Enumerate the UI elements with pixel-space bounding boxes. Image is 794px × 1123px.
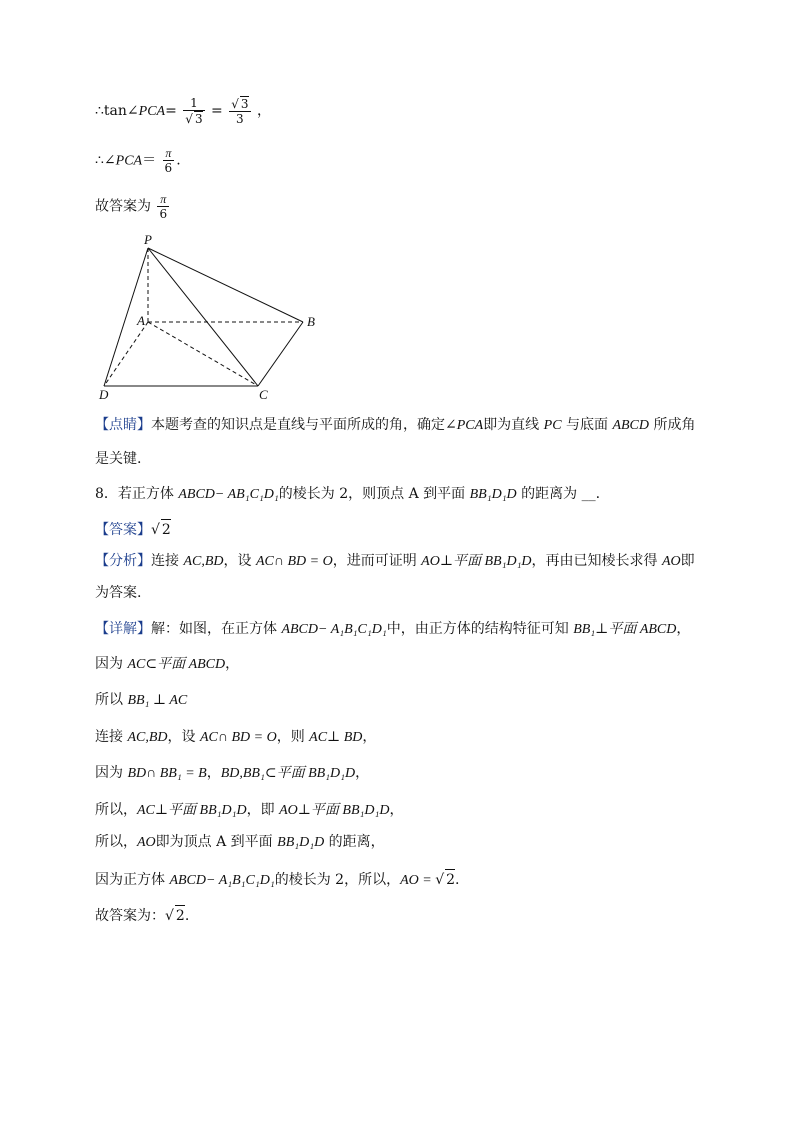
detail-math: AO (137, 835, 156, 850)
edge-PC (148, 248, 258, 386)
detail-text: ， (362, 729, 377, 745)
angle-equals: ＝ (142, 152, 157, 169)
comment-text: 即为直线 (483, 417, 544, 433)
answer-value: 2 (161, 519, 171, 540)
detail-text: 中，由正方体的结构特征可知 (386, 621, 574, 637)
edge-AD (104, 322, 148, 386)
detail-text: ，即 (246, 802, 280, 818)
detail-line-4 (95, 727, 376, 748)
detail-text: 故答案为： (95, 908, 165, 924)
question-text: 的棱长为 2，则顶点 A 到平面 (278, 486, 470, 502)
sqrt-radicand: 2 (175, 905, 185, 926)
question-number: 8．若正方体 (95, 486, 179, 502)
frac-numerator: π (163, 146, 175, 161)
comment-text: 是关键. (95, 451, 142, 467)
detail-text: 即为顶点 A 到平面 (155, 834, 278, 850)
detail-text: 因为 (95, 656, 128, 672)
angle-prefix: ∴∠ (95, 152, 116, 169)
detail-math: BB₁ ⊥ AC (127, 693, 188, 708)
detail-math: ABCD− A₁B₁C₁D₁ (281, 622, 387, 637)
detail-math: ABCD− A₁B₁C₁D₁ (169, 873, 275, 888)
detail-text: ， (355, 765, 370, 781)
tan-line (95, 96, 271, 126)
sqrt-radicand: 2 (445, 869, 455, 890)
frac-denominator: 6 (159, 207, 168, 221)
analysis-tag: 【分析】 (95, 553, 151, 569)
answer-8: 【答案】√ 2 (95, 519, 171, 540)
detail-text: ，则 (276, 729, 310, 745)
plane-name: BB₁D₁D (469, 487, 517, 502)
angle-line (95, 146, 181, 175)
tan-prefix: ∴tan∠ (95, 103, 139, 119)
analysis-math: AC∩ BD = O (255, 554, 333, 569)
detail-math: BB₁D₁D (277, 835, 325, 850)
detail-text: 所以 (95, 692, 128, 708)
analysis-text: ，设 (223, 553, 256, 569)
analysis-text: ，再由已知棱长求得 (531, 553, 662, 569)
detail-text: ， (389, 802, 404, 818)
fraction-1-over-sqrt3 (183, 96, 204, 126)
detail-text: ， (206, 765, 221, 781)
detail-line-9: 故答案为：√ 2. (95, 905, 189, 926)
frac-denominator: 6 (164, 161, 173, 175)
detail-text: . (455, 872, 460, 888)
answer-fraction (157, 192, 169, 221)
label-P: P (144, 232, 152, 247)
detail-text: ， (676, 621, 691, 637)
detail-math: AO⊥平面 BB₁D₁D (279, 803, 390, 818)
label-D: D (99, 387, 109, 402)
frac-numerator: 1 (183, 96, 204, 111)
comment-text: 所成角 (649, 417, 696, 433)
sqrt-radicand: 3 (240, 97, 249, 111)
detail-text: . (184, 908, 190, 924)
answer-line-7 (95, 192, 171, 221)
detail-line-6 (95, 800, 403, 821)
analysis-line-1 (95, 551, 695, 572)
detail-line-7 (95, 832, 385, 853)
analysis-math: AC,BD (183, 554, 224, 569)
edge-BC (258, 322, 303, 386)
comment-text: 本题考查的知识点是直线与平面所成的角，确定∠ (151, 417, 457, 433)
period: . (176, 152, 181, 169)
analysis-math: AO (662, 554, 681, 569)
detail-text: 所以， (95, 802, 137, 818)
analysis-math: AO⊥平面 BB₁D₁D (421, 554, 532, 569)
answer-text: 故答案为 (95, 198, 151, 215)
label-A: A (137, 313, 145, 328)
fraction-pi-over-6 (163, 146, 175, 175)
detail-math: BD,BB₁⊂平面 BB₁D₁D (220, 766, 356, 781)
question-8 (95, 484, 600, 505)
frac-denominator: √ 3 (185, 112, 203, 126)
detail-line-2 (95, 654, 239, 675)
comment-abcd: ABCD (612, 418, 649, 433)
cube-name: ABCD− A (178, 487, 237, 502)
cube-name-rest: B₁C₁D₁ (236, 487, 279, 502)
question-text: 的距离为 __. (516, 486, 601, 502)
analysis-text: 即 (680, 553, 695, 569)
detail-tag: 【详解】 (95, 621, 151, 637)
sqrt-radicand: 3 (194, 112, 203, 126)
comment-angle: PCA (456, 418, 484, 433)
detail-math: BB₁⊥平面 ABCD (573, 622, 677, 637)
analysis-text: ，进而可证明 (332, 553, 422, 569)
comma: ， (256, 103, 271, 119)
detail-line-3 (95, 690, 187, 711)
detail-text: 所以， (95, 834, 137, 850)
angle-name: PCA (115, 153, 143, 169)
detail-math: AC∩ BD = O (199, 730, 277, 745)
pyramid-figure (95, 228, 335, 408)
comment-text: 与底面 (561, 417, 613, 433)
frac-numerator: √ 3 (231, 97, 249, 111)
detail-line-1 (95, 619, 690, 640)
analysis-text: 连接 (151, 553, 184, 569)
detail-text: 的距离， (324, 834, 385, 850)
detail-text: 的棱长为 2，所以， (274, 872, 401, 888)
detail-math: AC⊥ BD (309, 730, 363, 745)
fraction-sqrt3-over-3 (229, 96, 250, 126)
edge-AC (148, 322, 258, 386)
comment-pc: PC (543, 418, 562, 433)
detail-math: AC⊂平面 ABCD (127, 657, 226, 672)
detail-text: ， (225, 656, 240, 672)
analysis-text: 为答案. (95, 585, 142, 601)
equals-sign-2: = (211, 103, 223, 119)
analysis-line-2 (95, 583, 141, 603)
detail-line-5 (95, 763, 369, 784)
detail-math: AC⊥平面 BB₁D₁D (137, 803, 247, 818)
detail-math: AC,BD (127, 730, 168, 745)
detail-text: 解：如图，在正方体 (151, 621, 282, 637)
detail-math: BD∩ BB₁ = B (127, 766, 207, 781)
comment-line-2 (95, 449, 141, 469)
frac-denominator: 3 (236, 112, 244, 126)
detail-text: ，设 (167, 729, 200, 745)
edge-PB (148, 248, 303, 322)
detail-math: AO = (400, 873, 436, 888)
comment-line-1 (95, 415, 695, 436)
detail-text: 因为正方体 (95, 872, 170, 888)
detail-text: 因为 (95, 765, 128, 781)
frac-numerator: π (157, 192, 169, 207)
detail-text: 连接 (95, 729, 128, 745)
equals-sign: = (165, 103, 177, 119)
tan-angle: PCA (138, 104, 166, 119)
label-C: C (259, 387, 268, 402)
detail-line-8: 因为正方体 ABCD− A₁B₁C₁D₁的棱长为 2，所以，AO = √ 2. (95, 869, 460, 891)
label-B: B (307, 314, 315, 329)
comment-tag: 【点睛】 (95, 417, 151, 433)
answer-tag: 【答案】 (95, 522, 151, 538)
